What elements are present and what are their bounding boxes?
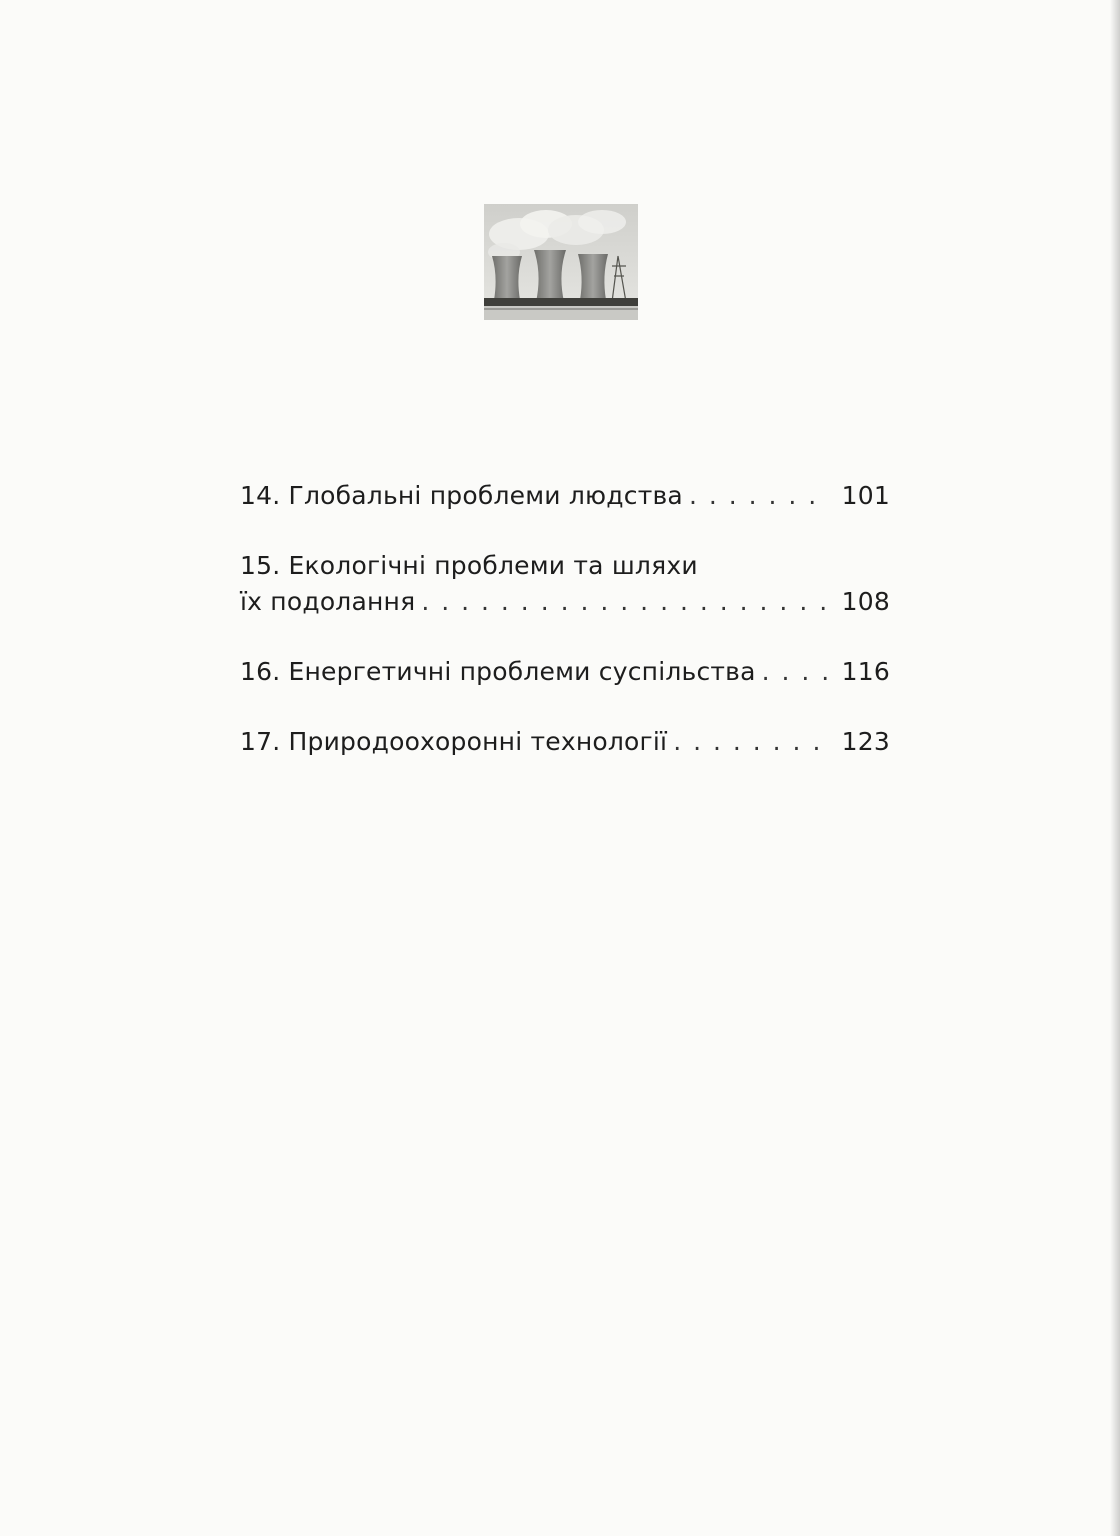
toc-page-number: 108 bbox=[841, 587, 890, 616]
toc-page-number: 116 bbox=[841, 657, 890, 686]
dot-leader bbox=[689, 478, 828, 514]
toc-entry-title: 15. Екологічні проблеми та шляхи bbox=[240, 551, 698, 580]
toc-page-number: 123 bbox=[841, 727, 890, 756]
toc-entry-15[interactable] bbox=[240, 548, 890, 620]
dot-leader bbox=[421, 584, 828, 620]
toc-entry-17[interactable] bbox=[240, 724, 890, 760]
toc-entry-16[interactable] bbox=[240, 654, 890, 690]
dot-leader bbox=[673, 724, 828, 760]
toc-entry-title: 14. Глобальні проблеми людства bbox=[240, 481, 683, 510]
toc-entry-title: 16. Енергетичні проблеми суспільства bbox=[240, 657, 756, 686]
toc-entry-14[interactable] bbox=[240, 478, 890, 514]
page-edge-shadow bbox=[1110, 0, 1120, 1536]
table-of-contents bbox=[240, 478, 890, 760]
toc-entry-title: 17. Природоохоронні технології bbox=[240, 727, 668, 756]
toc-page-number: 101 bbox=[841, 481, 890, 510]
power-plant-image bbox=[484, 204, 638, 320]
cooling-towers-icon bbox=[484, 204, 638, 320]
toc-entry-title-continued: їх подолання bbox=[240, 587, 416, 616]
dot-leader bbox=[762, 654, 828, 690]
